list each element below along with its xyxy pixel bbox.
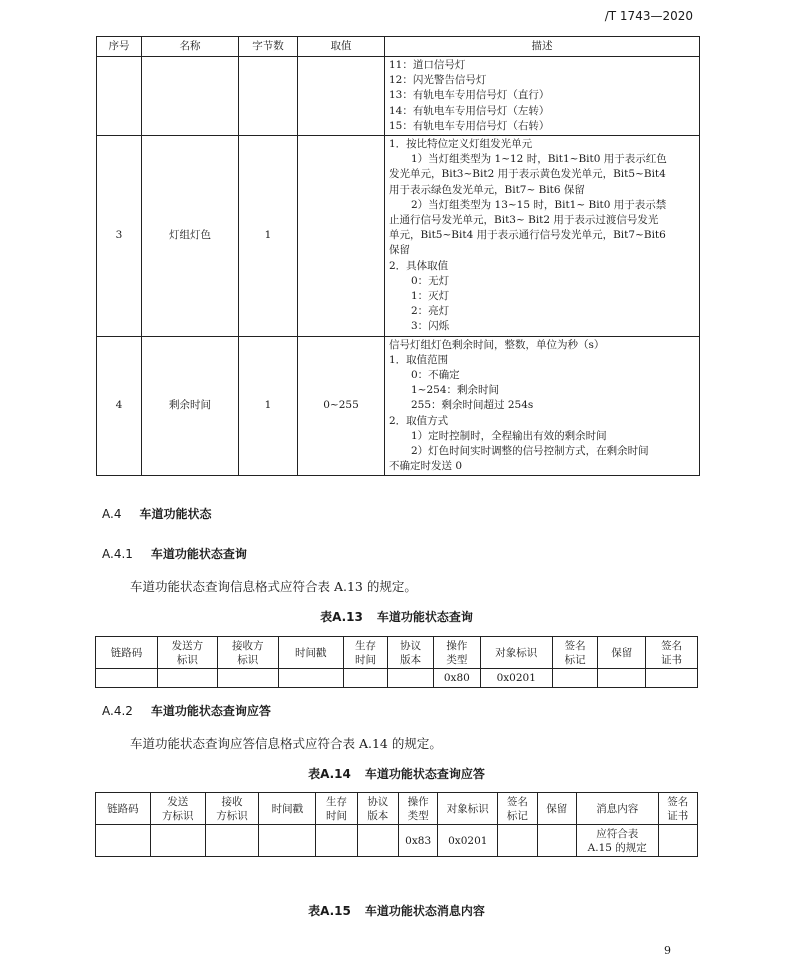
row-bytes: 1 bbox=[239, 136, 298, 337]
desc-line: 1）定时控制时，全程输出有效的剩余时间 bbox=[411, 429, 607, 442]
row-value bbox=[298, 136, 385, 337]
col-header bbox=[217, 637, 278, 669]
header-line: 标记 bbox=[564, 653, 586, 666]
header-line: 对象标识 bbox=[495, 646, 538, 659]
header-line: 标识 bbox=[237, 653, 259, 666]
header-line: 时间 bbox=[325, 809, 347, 822]
col-header bbox=[205, 793, 259, 825]
table-caption-a13 bbox=[0, 608, 793, 625]
col-header bbox=[498, 793, 537, 825]
desc-line: 2：亮灯 bbox=[411, 305, 450, 318]
value-cell bbox=[343, 669, 388, 688]
header-line: 版本 bbox=[367, 809, 389, 822]
col-header bbox=[537, 793, 576, 825]
col-header bbox=[278, 637, 343, 669]
header-line: 方标识 bbox=[216, 809, 248, 822]
col-header bbox=[96, 793, 151, 825]
row-no: 3 bbox=[97, 136, 142, 337]
col-header bbox=[480, 637, 552, 669]
description-cell bbox=[385, 136, 700, 337]
header-line: 消息内容 bbox=[596, 802, 639, 815]
header-line: 发送 bbox=[167, 795, 189, 808]
col-header bbox=[598, 637, 646, 669]
desc-line: 255：剩余时间超过 254s bbox=[411, 399, 534, 412]
table-header-row bbox=[97, 37, 700, 57]
table-number: 表A.13 bbox=[320, 610, 363, 624]
section-number: A.4 bbox=[102, 507, 122, 521]
value-cell bbox=[217, 669, 278, 688]
section-heading-a41 bbox=[102, 545, 247, 562]
desc-line: 1~254：剩余时间 bbox=[411, 384, 500, 397]
header-line: 签名 bbox=[506, 795, 528, 808]
header-line: 链路码 bbox=[110, 646, 143, 659]
section-number: A.4.1 bbox=[102, 547, 133, 561]
col-header bbox=[552, 637, 598, 669]
col-header bbox=[646, 637, 698, 669]
table-row bbox=[97, 336, 700, 476]
header-line: 方标识 bbox=[161, 809, 194, 822]
value-cell bbox=[278, 669, 343, 688]
col-header bbox=[357, 793, 398, 825]
paragraph: 车道功能状态查询信息格式应符合表 A.13 的规定。 bbox=[130, 579, 417, 594]
table-header-row bbox=[96, 637, 698, 669]
col-header bbox=[150, 793, 205, 825]
col-header bbox=[658, 793, 697, 825]
col-header bbox=[576, 793, 658, 825]
value-cell bbox=[357, 825, 398, 857]
row-bytes: 1 bbox=[239, 336, 298, 476]
table-title: 车道功能状态查询应答 bbox=[364, 767, 485, 781]
value-cell bbox=[150, 825, 205, 857]
header-line: 类型 bbox=[407, 809, 429, 822]
header-line: 证书 bbox=[661, 653, 683, 666]
header-line: 接收 bbox=[221, 795, 243, 808]
row-no: 4 bbox=[97, 336, 142, 476]
desc-line: 单元，Bit5~Bit4 用于表示通行信号发光单元，Bit7~Bit6 bbox=[389, 229, 666, 242]
section-title: 车道功能状态查询应答 bbox=[150, 704, 271, 718]
header-line: 链路码 bbox=[107, 802, 139, 815]
value-cell bbox=[537, 825, 576, 857]
header-line: 发送方 bbox=[171, 639, 204, 652]
table-a13 bbox=[95, 636, 698, 688]
table-number: 表A.14 bbox=[308, 767, 351, 781]
value-cell: 0x83 bbox=[399, 825, 438, 857]
desc-line: 1．按比特位定义灯组发光单元 bbox=[389, 138, 533, 151]
desc-line: 1：灭灯 bbox=[411, 290, 450, 303]
description-cell bbox=[385, 57, 700, 136]
value-cell: 0x0201 bbox=[480, 669, 552, 688]
value-cell bbox=[598, 669, 646, 688]
header-line: 对象标识 bbox=[446, 802, 489, 815]
col-header bbox=[388, 637, 434, 669]
table-title: 车道功能状态消息内容 bbox=[364, 904, 485, 918]
col-header bbox=[434, 637, 481, 669]
table-caption-a14 bbox=[0, 765, 793, 782]
section-heading-a4 bbox=[102, 505, 211, 522]
page-number: 9 bbox=[664, 944, 671, 957]
col-header: 序号 bbox=[97, 37, 142, 57]
desc-line: 2．具体取值 bbox=[389, 259, 449, 272]
value-cell bbox=[259, 825, 316, 857]
desc-line: 3：闪烁 bbox=[411, 320, 450, 333]
section-number: A.4.2 bbox=[102, 704, 133, 718]
value-cell bbox=[646, 669, 698, 688]
table-row bbox=[97, 136, 700, 337]
desc-line: 1．取值范围 bbox=[389, 353, 449, 366]
value-cell: 0x80 bbox=[434, 669, 481, 688]
table-header-row bbox=[96, 793, 698, 825]
desc-line: 发光单元，Bit3~Bit2 用于表示黄色发光单元，Bit5~Bit4 bbox=[389, 168, 666, 181]
table-caption-a15 bbox=[0, 902, 793, 919]
desc-line: 2）当灯组类型为 13~15 时，Bit1~ Bit0 用于表示禁 bbox=[411, 198, 667, 211]
row-name: 剩余时间 bbox=[142, 336, 239, 476]
header-line: 签名 bbox=[661, 639, 683, 652]
table-title: 车道功能状态查询 bbox=[376, 610, 473, 624]
header-line: 接收方 bbox=[232, 639, 264, 652]
value-cell bbox=[658, 825, 697, 857]
value-cell bbox=[205, 825, 259, 857]
desc-line: 0：不确定 bbox=[411, 369, 460, 382]
desc-line: 2．取值方式 bbox=[389, 414, 449, 427]
value-cell bbox=[552, 669, 598, 688]
header-line: 签名 bbox=[564, 639, 586, 652]
desc-line: 14：有轨电车专用信号灯（左转） bbox=[389, 104, 550, 117]
desc-line: 不确定时发送 0 bbox=[389, 460, 463, 473]
header-line: 生存 bbox=[325, 795, 347, 808]
desc-line: 2）灯色时间实时调整的信号控制方式，在剩余时间 bbox=[411, 445, 649, 458]
table-row-continued bbox=[97, 57, 700, 136]
paragraph: 车道功能状态查询应答信息格式应符合表 A.14 的规定。 bbox=[130, 736, 442, 751]
row-value: 0~255 bbox=[298, 336, 385, 476]
table-row bbox=[96, 825, 698, 857]
header-line: 操作 bbox=[407, 795, 429, 808]
header-line: 时间戳 bbox=[294, 646, 327, 659]
desc-line: 止通行信号发光单元，Bit3~ Bit2 用于表示过渡信号发光 bbox=[389, 214, 659, 227]
signal-group-field-table bbox=[96, 36, 700, 476]
table-number: 表A.15 bbox=[308, 904, 351, 918]
header-line: 保留 bbox=[611, 646, 633, 659]
col-header bbox=[157, 637, 217, 669]
section-title: 车道功能状态 bbox=[139, 507, 212, 521]
header-line: 协议 bbox=[400, 639, 422, 652]
desc-line: 0：无灯 bbox=[411, 274, 450, 287]
header-line: 类型 bbox=[446, 653, 468, 666]
col-header bbox=[343, 637, 388, 669]
header-line: 签名 bbox=[667, 795, 689, 808]
header-line: 标记 bbox=[506, 809, 528, 822]
col-header bbox=[399, 793, 438, 825]
value-cell bbox=[388, 669, 434, 688]
section-title: 车道功能状态查询 bbox=[150, 547, 247, 561]
col-header bbox=[438, 793, 498, 825]
col-header bbox=[259, 793, 316, 825]
header-line: 证书 bbox=[667, 809, 689, 822]
header-line: 版本 bbox=[400, 653, 422, 666]
value-cell bbox=[96, 669, 158, 688]
col-header bbox=[316, 793, 357, 825]
col-header: 名称 bbox=[142, 37, 239, 57]
desc-line: 1）当灯组类型为 1~12 时，Bit1~Bit0 用于表示红色 bbox=[411, 153, 667, 166]
header-line: 时间 bbox=[355, 653, 377, 666]
header-line: 时间戳 bbox=[271, 802, 304, 815]
desc-line: 12：闪光警告信号灯 bbox=[389, 74, 487, 87]
desc-line: 保留 bbox=[389, 244, 410, 257]
header-line: 协议 bbox=[367, 795, 389, 808]
table-row bbox=[96, 669, 698, 688]
desc-line: 13：有轨电车专用信号灯（直行） bbox=[389, 89, 550, 102]
desc-line: 11：道口信号灯 bbox=[389, 59, 466, 71]
desc-line: 信号灯组灯色剩余时间，整数，单位为秒（s） bbox=[389, 338, 605, 351]
value-cell bbox=[96, 825, 151, 857]
col-header: 取值 bbox=[298, 37, 385, 57]
value-cell bbox=[316, 825, 357, 857]
header-line: 保留 bbox=[546, 802, 568, 815]
col-header: 描述 bbox=[385, 37, 700, 57]
header-line: 操作 bbox=[446, 639, 468, 652]
value-cell: 应符合表 A.15 的规定 bbox=[576, 825, 658, 857]
col-header: 字节数 bbox=[239, 37, 298, 57]
table-a14 bbox=[95, 792, 698, 857]
value-cell: 0x0201 bbox=[438, 825, 498, 857]
value-cell bbox=[157, 669, 217, 688]
col-header bbox=[96, 637, 158, 669]
desc-line: 用于表示绿色发光单元，Bit7~ Bit6 保留 bbox=[389, 183, 585, 196]
desc-line: 15：有轨电车专用信号灯（右转） bbox=[389, 119, 550, 132]
description-cell bbox=[385, 336, 700, 476]
section-heading-a42 bbox=[102, 702, 271, 719]
header-line: 标识 bbox=[176, 653, 198, 666]
document-id: /T 1743—2020 bbox=[604, 9, 693, 23]
value-cell bbox=[498, 825, 537, 857]
row-name: 灯组灯色 bbox=[142, 136, 239, 337]
header-line: 生存 bbox=[355, 639, 377, 652]
